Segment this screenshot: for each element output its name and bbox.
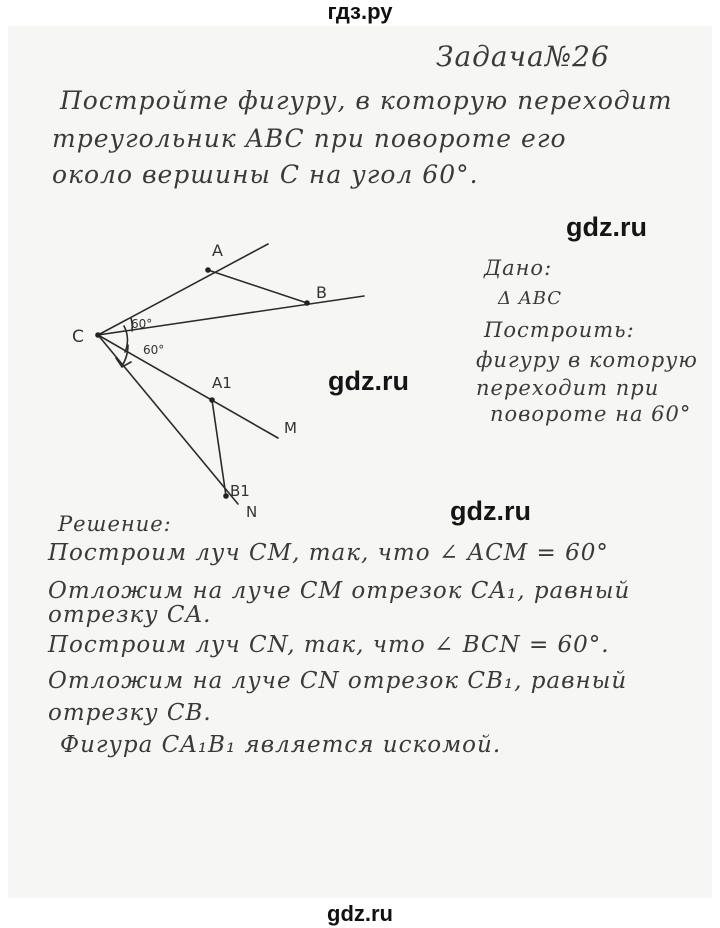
site-header: гдз.ру xyxy=(0,0,720,24)
label-c: C xyxy=(72,327,84,347)
label-a: A xyxy=(212,241,223,260)
problem-line-1: Постройте фигуру, в которую переходит xyxy=(60,86,673,115)
solution-line-4: Построим луч CN, так, что ∠ BCN = 60°. xyxy=(48,632,610,658)
label-b1: B1 xyxy=(230,482,250,500)
angle-label-acb: 60° xyxy=(131,317,153,331)
label-b: B xyxy=(316,283,327,302)
point-b1 xyxy=(223,493,229,499)
problem-line-3: около вершины C на угол 60°. xyxy=(52,160,479,189)
task-title: Задача№26 xyxy=(436,40,610,73)
solution-line-2: Отложим на луче CM отрезок CA₁, равный xyxy=(48,578,631,604)
label-m: M xyxy=(284,419,297,437)
solution-line-5: Отложим на луче CN отрезок CB₁, равный xyxy=(48,668,628,694)
ray-ca xyxy=(98,244,268,335)
construct-line-2: переходит при xyxy=(476,376,660,400)
solution-line-1: Построим луч CM, так, что ∠ ACM = 60° xyxy=(48,540,609,566)
solution-line-6: отрезку CB. xyxy=(48,700,212,726)
solution-line-3: отрезку CA. xyxy=(48,602,212,628)
point-b xyxy=(304,300,310,306)
point-a xyxy=(205,267,211,273)
solution-heading: Решение: xyxy=(58,512,172,536)
watermark-3: gdz.ru xyxy=(450,496,531,526)
point-a1 xyxy=(209,397,215,403)
given-triangle: Δ ABC xyxy=(498,288,563,309)
solution-line-7: Фигура CA₁B₁ является искомой. xyxy=(60,732,502,758)
angle-label-acm: 60° xyxy=(143,343,165,357)
segment-ab xyxy=(208,270,307,303)
construct-heading: Построить: xyxy=(484,318,635,342)
label-a1: A1 xyxy=(212,374,232,392)
given-heading: Дано: xyxy=(484,256,553,280)
label-n: N xyxy=(246,503,258,521)
construct-line-3: повороте на 60° xyxy=(490,402,692,426)
problem-line-2: треугольник ABC при повороте его xyxy=(52,124,567,153)
point-c xyxy=(95,332,101,338)
watermark-2: gdz.ru xyxy=(328,366,409,396)
angle-arc-acm xyxy=(124,326,127,352)
site-footer: gdz.ru xyxy=(0,900,720,928)
watermark-1: gdz.ru xyxy=(566,212,647,242)
angle-arc-outer xyxy=(122,345,128,366)
construct-line-1: фигуру в которую xyxy=(476,348,698,372)
ray-cn xyxy=(98,335,238,504)
